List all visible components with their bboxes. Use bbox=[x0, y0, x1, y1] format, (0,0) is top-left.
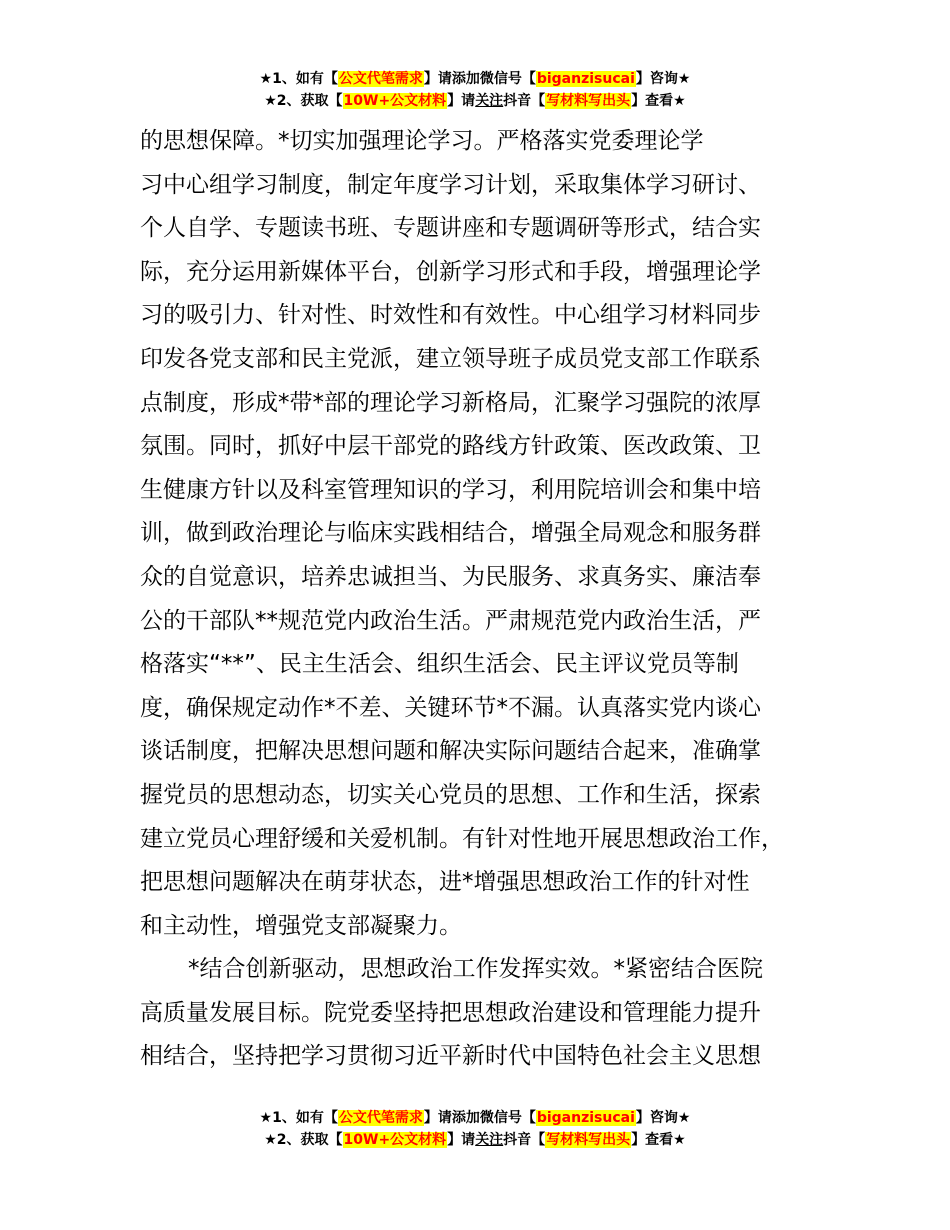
text-line: 相结合，坚持把学习贯彻习近平新时代中国特色社会主义思想 bbox=[140, 1043, 761, 1070]
footer-text: 】咨询★ bbox=[635, 1110, 691, 1126]
text-line: 的思想保障。*切实加强理论学习。严格落实党委理论学 bbox=[140, 128, 704, 154]
text-line: 生健康方针以及科室管理知识的学习，利用院培训会和集中培 bbox=[140, 476, 761, 503]
text-line: 个人自学、专题读书班、专题讲座和专题调研等形式，结合实 bbox=[140, 215, 761, 242]
text-line: 习的吸引力、针对性、时效性和有效性。中心组学习材料同步 bbox=[140, 302, 761, 329]
text-line: 公的干部队**规范党内政治生活。严肃规范党内政治生活，严 bbox=[140, 607, 761, 634]
text-line: 高质量发展目标。院党委坚持把思想政治建设和管理能力提升 bbox=[140, 999, 761, 1026]
footer-text: 抖音【 bbox=[503, 1132, 546, 1148]
header-line-1 bbox=[0, 68, 950, 90]
footer-wechat-id: biganzisucai bbox=[536, 1110, 635, 1126]
text-line: 习中心组学习制度，制定年度学习计划，采取集体学习研讨、 bbox=[140, 171, 761, 198]
header-highlight: 公文代笔需求 bbox=[338, 71, 423, 87]
header-follow-text: 关注 bbox=[475, 93, 504, 109]
footer-highlight: 公文代笔需求 bbox=[338, 1110, 423, 1126]
text-line: *结合创新驱动，思想政治工作发挥实效。*紧密结合医院 bbox=[188, 956, 763, 982]
footer-line-2 bbox=[0, 1129, 950, 1151]
header-line-2 bbox=[0, 90, 950, 112]
header-banner bbox=[0, 68, 950, 112]
text-line: 点制度，形成*带*部的理论学习新格局，汇聚学习强院的浓厚 bbox=[140, 389, 761, 416]
text-line: 氛围。同时，抓好中层干部党的路线方针政策、医改政策、卫 bbox=[140, 433, 761, 460]
header-douyin-account: 写材料写出头 bbox=[546, 93, 631, 109]
footer-banner bbox=[0, 1107, 950, 1151]
header-text: 】查看★ bbox=[631, 93, 686, 109]
paragraph-2 bbox=[140, 948, 812, 1079]
text-line: 把思想问题解决在萌芽状态，进*增强思想政治工作的针对性 bbox=[140, 869, 750, 896]
footer-follow-text: 关注 bbox=[475, 1132, 504, 1148]
footer-text: 】查看★ bbox=[631, 1132, 686, 1148]
text-line: 握党员的思想动态，切实关心党员的思想、工作和生活，探索 bbox=[140, 781, 761, 808]
footer-line-1 bbox=[0, 1107, 950, 1129]
header-text: 抖音【 bbox=[503, 93, 546, 109]
footer-text: ★1、如有【 bbox=[259, 1110, 338, 1126]
footer-highlight: 10W+公文材料 bbox=[343, 1132, 447, 1148]
text-line: 印发各党支部和民主党派，建立领导班子成员党支部工作联系 bbox=[140, 345, 761, 372]
header-highlight: 10W+公文材料 bbox=[343, 93, 447, 109]
text-line: 度，确保规定动作*不差、关键环节*不漏。认真落实党内谈心 bbox=[140, 694, 761, 721]
footer-text: 】请添加微信号【 bbox=[423, 1110, 536, 1126]
header-text: ★1、如有【 bbox=[259, 71, 338, 87]
header-wechat-id: biganzisucai bbox=[536, 71, 635, 87]
footer-douyin-account: 写材料写出头 bbox=[546, 1132, 631, 1148]
text-line: 谈话制度，把解决思想问题和解决实际问题结合起来，准确掌 bbox=[140, 738, 761, 765]
text-line: 众的自觉意识，培养忠诚担当、为民服务、求真务实、廉洁奉 bbox=[140, 563, 761, 590]
text-line: 训，做到政治理论与临床实践相结合，增强全局观念和服务群 bbox=[140, 520, 761, 547]
text-line: 格落实“**”、民主生活会、组织生活会、民主评议党员等制 bbox=[140, 651, 739, 678]
text-line: 建立党员心理舒缓和关爱机制。有针对性地开展思想政治工作， bbox=[140, 825, 784, 852]
header-text: 】请添加微信号【 bbox=[423, 71, 536, 87]
header-text: 】请 bbox=[447, 93, 476, 109]
paragraph-1 bbox=[140, 120, 812, 948]
text-line: 际，充分运用新媒体平台，创新学习形式和手段，增强理论学 bbox=[140, 258, 761, 285]
footer-text: 】请 bbox=[447, 1132, 476, 1148]
text-line: 和主动性，增强党支部凝聚力。 bbox=[140, 912, 462, 939]
header-text: ★2、获取【 bbox=[264, 93, 343, 109]
footer-text: ★2、获取【 bbox=[264, 1132, 343, 1148]
header-text: 】咨询★ bbox=[635, 71, 691, 87]
